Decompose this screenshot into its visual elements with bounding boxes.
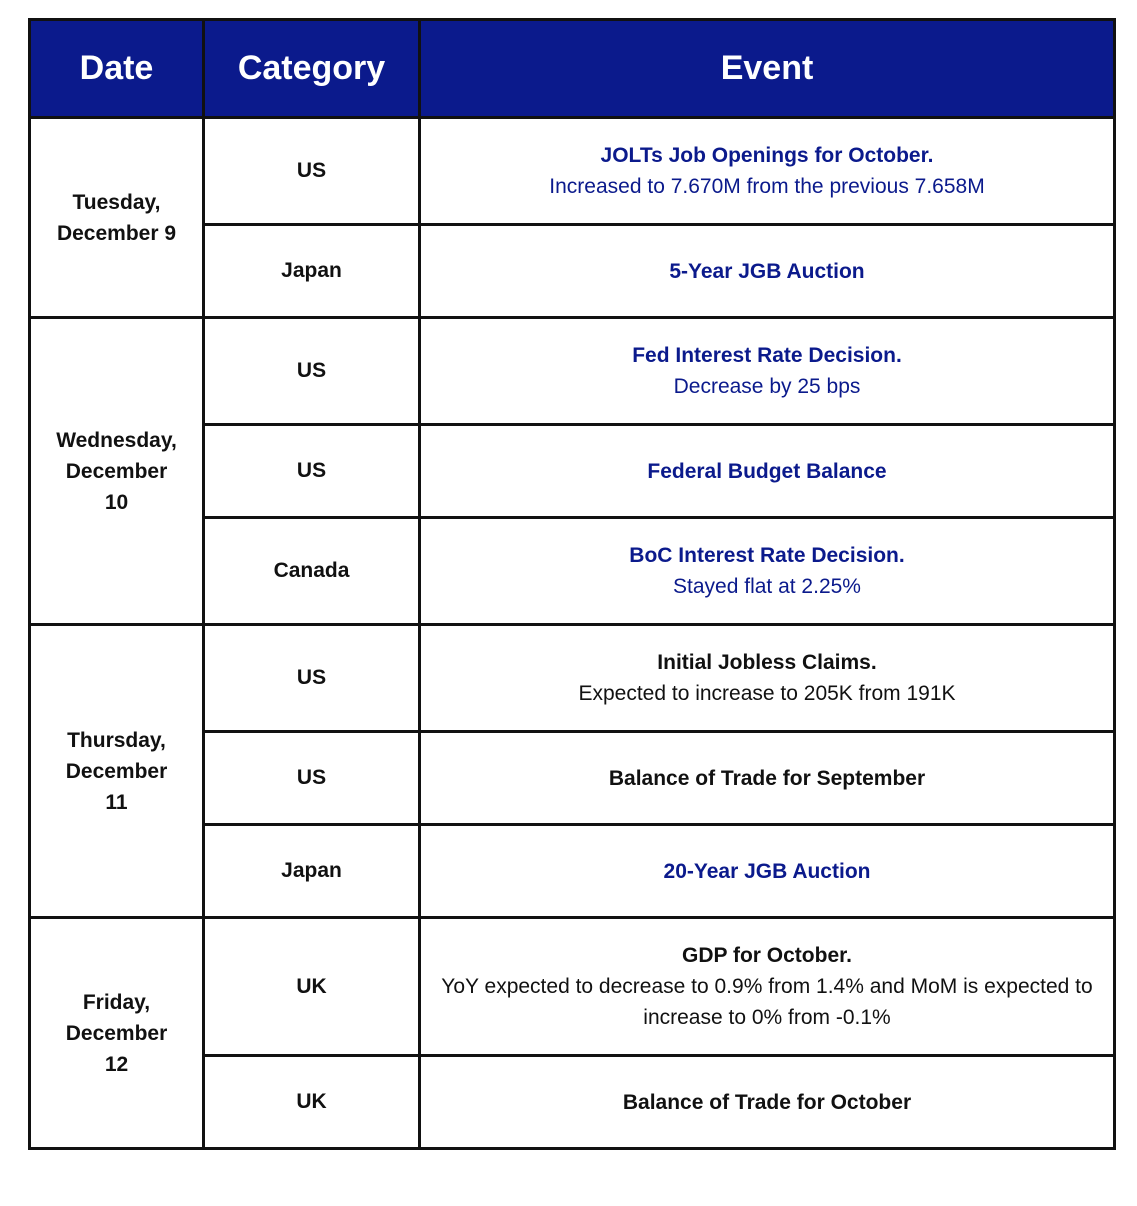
event-cell	[420, 625, 1115, 732]
event-cell	[420, 318, 1115, 425]
category-cell: UK	[204, 918, 420, 1056]
event-cell	[420, 118, 1115, 225]
event-title: 5-Year JGB Auction	[669, 259, 865, 283]
calendar-table	[28, 18, 1116, 1150]
date-day: Wednesday,	[56, 428, 177, 452]
date-cell-friday	[30, 918, 204, 1149]
category-cell: Japan	[204, 225, 420, 318]
event-title: Initial Jobless Claims.	[657, 651, 877, 674]
event-detail: Expected to increase to 205K from 191K	[578, 682, 956, 705]
event-cell	[420, 825, 1115, 918]
category-cell: US	[204, 425, 420, 518]
event-cell	[420, 732, 1115, 825]
category-cell: US	[204, 732, 420, 825]
economic-calendar	[28, 18, 1113, 1150]
event-title: Fed Interest Rate Decision.	[632, 344, 902, 367]
date-day: Tuesday,	[72, 190, 161, 214]
date-line: December	[65, 459, 168, 483]
category-cell: US	[204, 118, 420, 225]
event-cell	[420, 225, 1115, 318]
table-row	[30, 625, 1115, 732]
event-cell	[420, 1056, 1115, 1149]
event-title: Balance of Trade for September	[608, 766, 926, 790]
event-title: 20-Year JGB Auction	[663, 859, 871, 883]
table-row	[30, 318, 1115, 425]
date-cell-wednesday	[30, 318, 204, 625]
date-line: December	[65, 759, 168, 783]
date-header: Date	[30, 20, 204, 118]
event-detail: YoY expected to decrease to 0.9% from 1.4% and MoM is expected to increase to 0% from -0.1%	[441, 975, 1093, 1029]
category-cell: UK	[204, 1056, 420, 1149]
event-cell	[420, 918, 1115, 1056]
event-title: GDP for October.	[682, 944, 852, 967]
date-line: 11	[105, 790, 128, 814]
event-title: Balance of Trade for October	[622, 1090, 912, 1114]
date-cell-tuesday	[30, 118, 204, 318]
category-cell: US	[204, 318, 420, 425]
event-header: Event	[420, 20, 1115, 118]
event-detail: Decrease by 25 bps	[673, 375, 861, 398]
event-cell	[420, 518, 1115, 625]
category-cell: Canada	[204, 518, 420, 625]
date-line: December	[65, 1021, 168, 1045]
event-title: BoC Interest Rate Decision.	[629, 544, 905, 567]
event-title: Federal Budget Balance	[647, 459, 887, 483]
date-line: 10	[104, 490, 129, 514]
date-day: Friday,	[82, 990, 151, 1014]
category-cell: Japan	[204, 825, 420, 918]
date-day: Thursday,	[67, 728, 166, 752]
header-row	[30, 20, 1115, 118]
event-detail: Increased to 7.670M from the previous 7.658M	[549, 175, 985, 198]
event-detail: Stayed flat at 2.25%	[673, 575, 861, 598]
date-line: 12	[104, 1052, 129, 1076]
category-cell: US	[204, 625, 420, 732]
date-cell-thursday	[30, 625, 204, 918]
date-line: December 9	[56, 221, 177, 245]
table-row	[30, 118, 1115, 225]
table-row	[30, 918, 1115, 1056]
event-title: JOLTs Job Openings for October.	[600, 144, 934, 167]
event-cell	[420, 425, 1115, 518]
category-header: Category	[204, 20, 420, 118]
